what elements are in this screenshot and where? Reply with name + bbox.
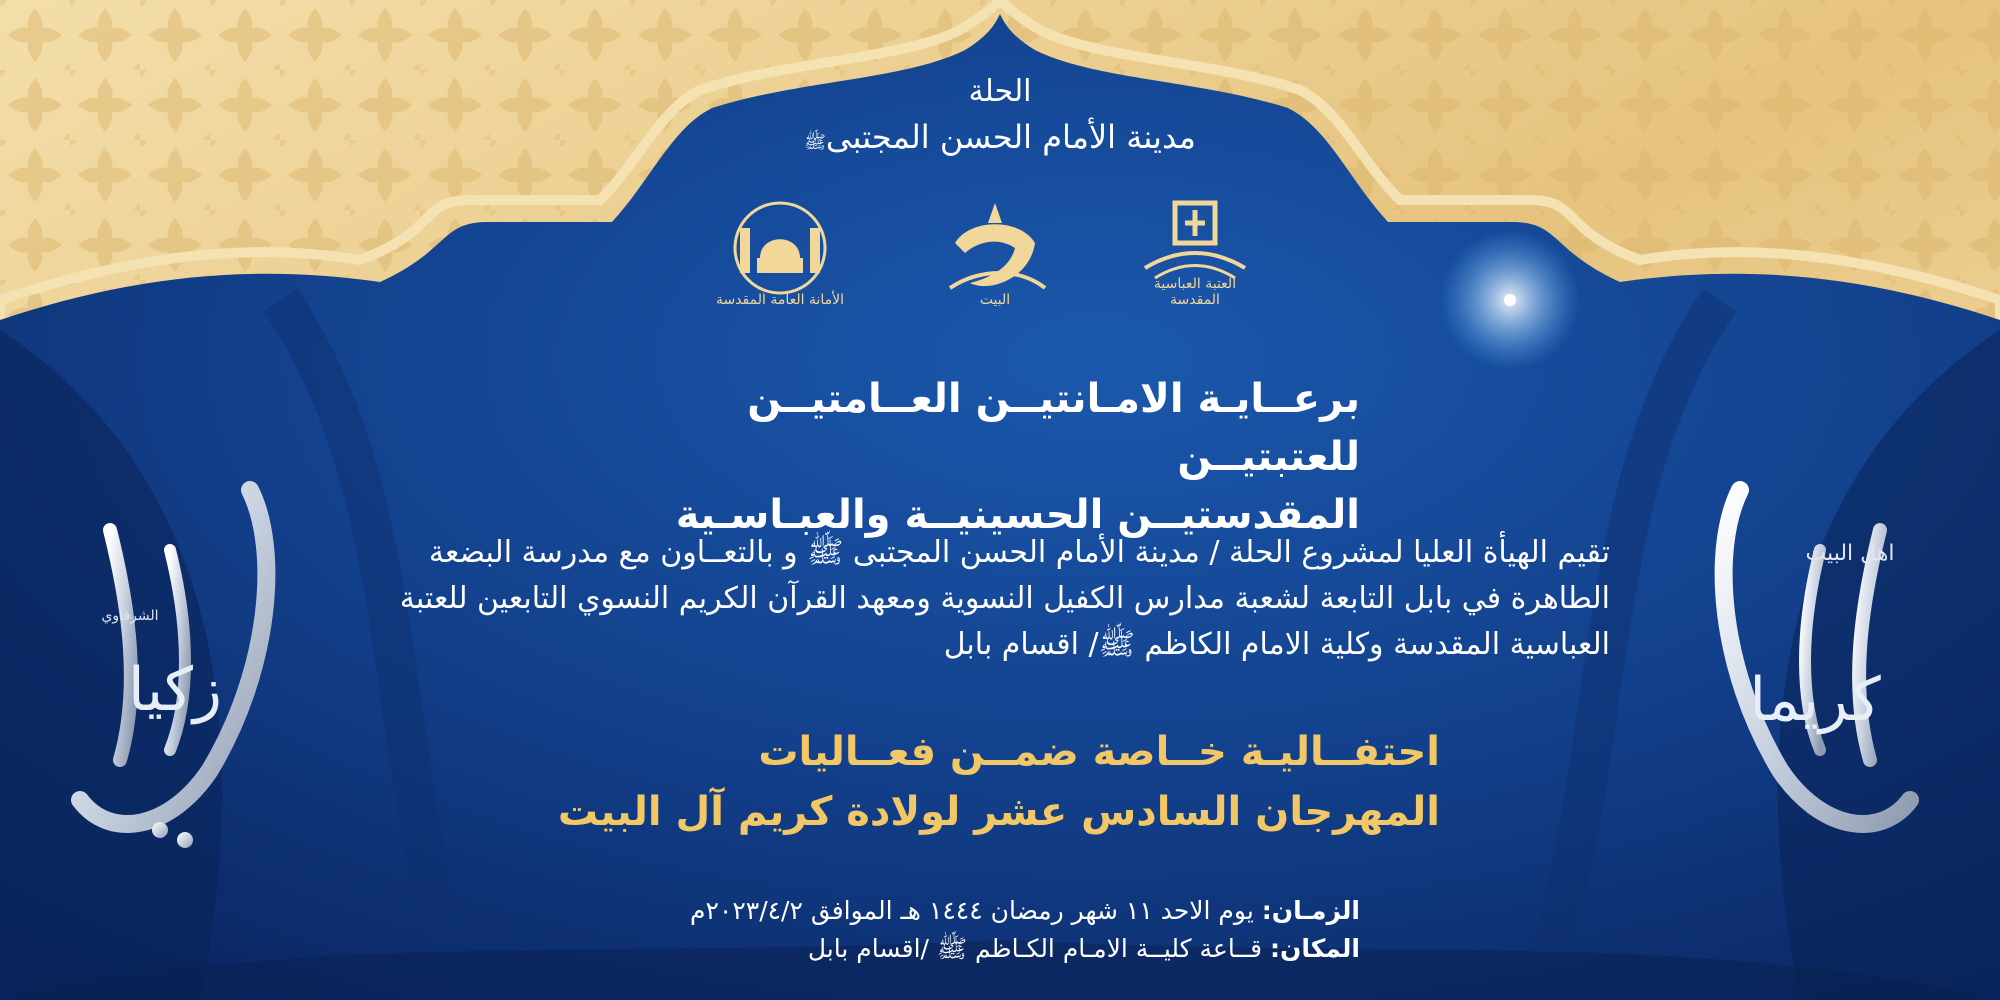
event-headline [540,722,1440,842]
ahl-al-bayt-caption: البيت [979,292,1011,308]
ahl-al-bayt-emblem-icon [930,198,1060,298]
abbasid-shrine-logo [1130,198,1260,308]
place-label: المكان: [1270,934,1360,963]
city-name: الحلة [968,74,1032,109]
shrine-dome-emblem-icon [715,198,845,298]
time-label: الزمـان: [1261,896,1360,925]
calligraphy-left-word: زكيا [128,655,222,725]
headline-line-1: احتفــاليـة خــاصة ضمــن فعــاليات [758,729,1440,775]
time-value: يوم الاحد ١١ شهر رمضان ١٤٤٤ هـ الموافق ٢٠٢٣/٤/٢م [690,896,1254,925]
honorific: ﷺ [804,132,826,153]
general-secretariat-caption: الأمانة العامة المقدسة [715,292,845,308]
headline-line-2: المهرجان السادس عشر لولادة كريم آل البيت [557,789,1440,835]
event-details [560,892,1360,968]
abbasid-shrine-emblem-icon [1130,198,1260,288]
calligraphy-left [50,470,300,870]
place-value: قــاعة كليــة الامـام الكـاظم ﷺ /اقسام بابل [807,934,1263,963]
calligraphy-right-caption: اهل البيت [1805,541,1895,566]
time-row [560,892,1360,930]
project-name-text: مدينة الأمام الحسن المجتبى [825,118,1196,156]
patronage-block [600,370,1360,544]
general-secretariat-logo [715,198,845,308]
intro-paragraph: تقيم الهيأة العليا لمشروع الحلة / مدينة الأمام الحسن المجتبى ﷺ و بالتعــاون مع مدرسة البضعة الطاهرة في بابل التابعة لشعبة مدارس الكفيل النسوية ومعهد القرآن الكريم النسوي التابعين للعتبة العباسية المقدسة وكلية الامام الكاظم ﷺ/ اقسام بابل [399,535,1610,662]
calligraphy-right-word: كريما [1749,665,1881,735]
patronage-line-1: برعــايـة الامـانتيــن العــامتيــن للعتبتيــن [747,376,1360,480]
calligraphy-right [1690,470,1940,870]
abbasid-shrine-caption: العتبة العباسية المقدسة [1153,276,1237,308]
ahl-al-bayt-logo [930,198,1060,308]
place-row [560,930,1360,968]
calligraphy-left-signature: الشرفاوي [101,608,159,624]
patronage-line-2: المقدستيــن الحسينيــة والعبـاسـية [675,492,1360,538]
project-name [0,118,2000,157]
